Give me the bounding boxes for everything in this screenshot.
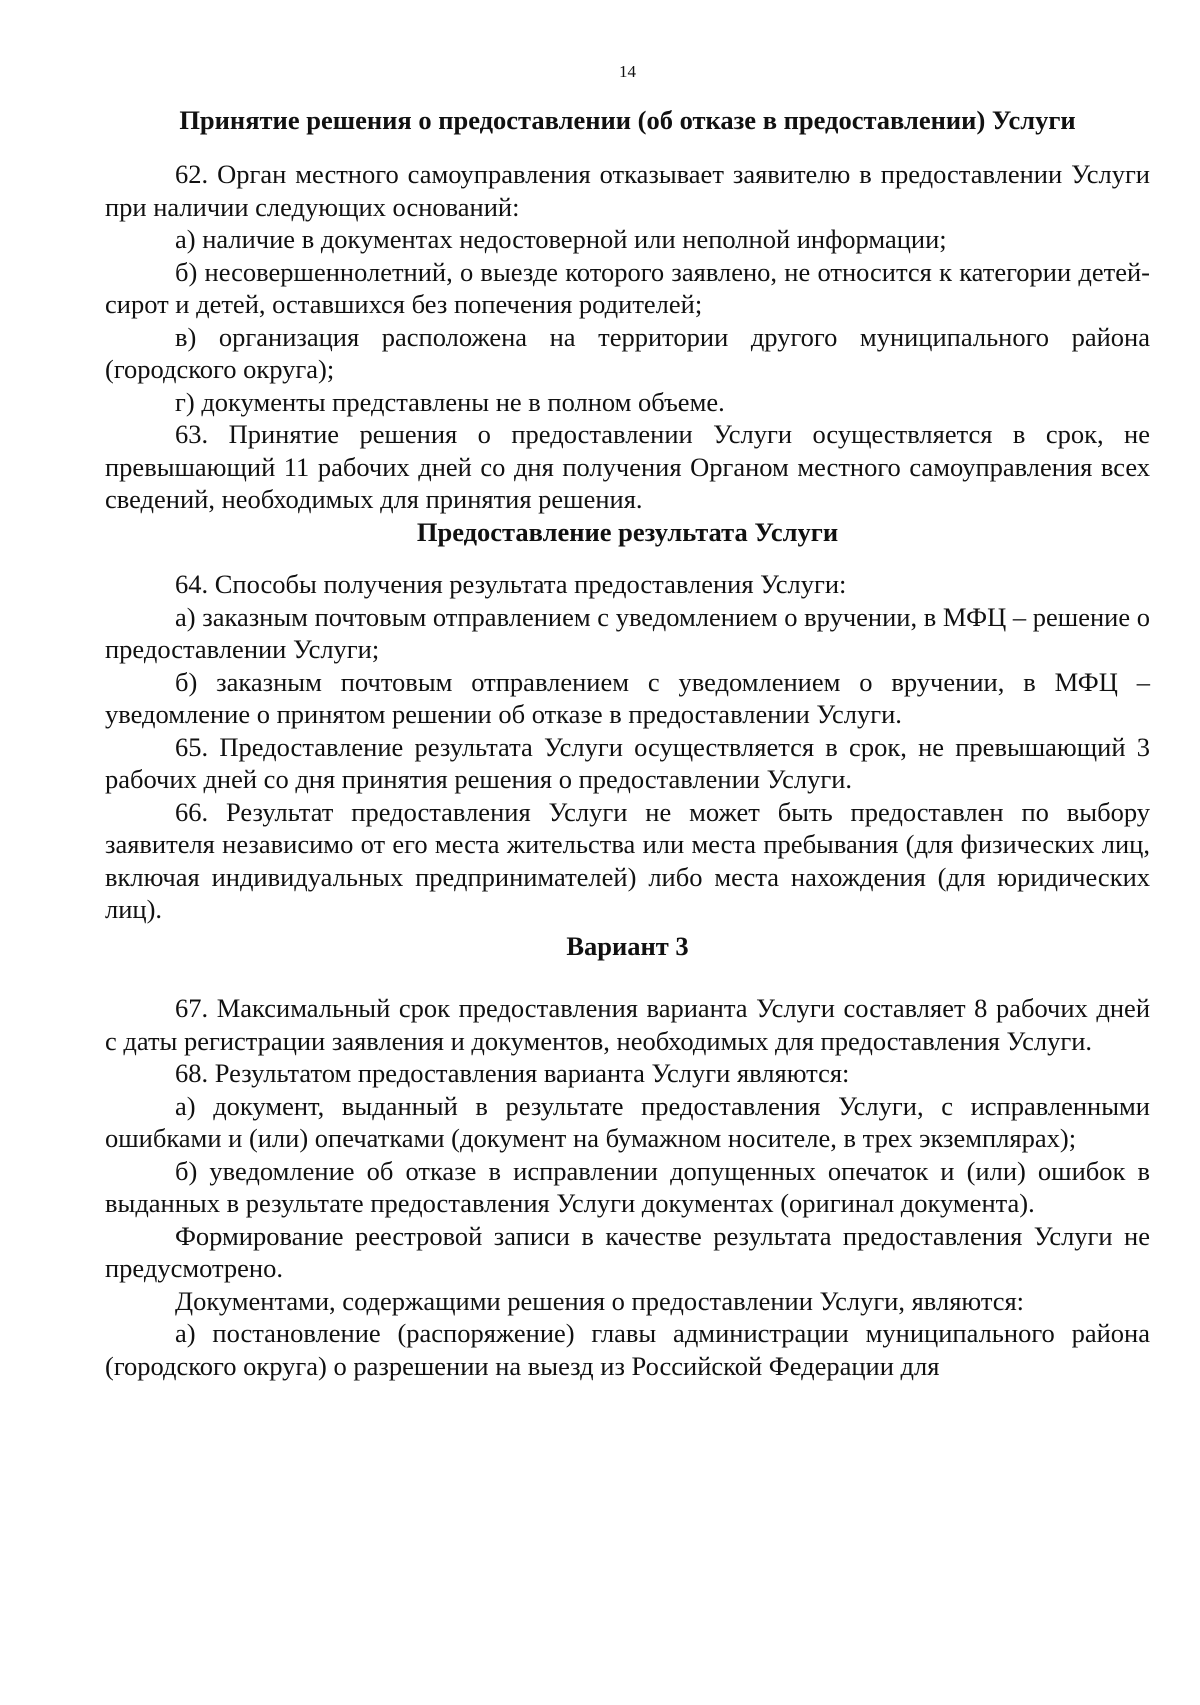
document-page — [105, 0, 1150, 1705]
paragraph-65: 65. Предоставление результата Услуги осуществляется в срок, не превышающий 3 рабочих дней со дня принятия решения о предоставлении Услуги. — [105, 731, 1150, 794]
section-heading-variant-3: Вариант 3 — [566, 931, 689, 961]
section-heading-result: Предоставление результата Услуги — [416, 517, 839, 547]
section-body-decision — [105, 158, 1150, 516]
paragraph-62-g: г) документы представлены не в полном объеме. — [175, 386, 725, 417]
paragraph-62-a: а) наличие в документах недостоверной или неполной информации; — [175, 224, 947, 254]
paragraph-registry-record: Формирование реестровой записи в качестве результата предоставления Услуги не предусмотрено. — [105, 1220, 1150, 1283]
paragraph-68-b: б) уведомление об отказе в исправлении допущенных опечаток и (или) ошибок в выданных в результате предоставления Услуги документах (оригинал документа). — [105, 1155, 1150, 1218]
paragraph-decision-documents: Документами, содержащими решения о предоставлении Услуги, являются: — [175, 1285, 1025, 1316]
paragraph-66: 66. Результат предоставления Услуги не может быть предоставлен по выбору заявителя независимо от его места жительства или места пребывания (для физических лиц, включая индивидуальных предпринимателей) либо места нахождения (для юридических лиц). — [105, 796, 1150, 924]
paragraph-64-b: б) заказным почтовым отправлением с уведомлением о вручении, в МФЦ – уведомление о принятом решении об отказе в предоставлении Услуги. — [105, 666, 1150, 729]
section-body-variant-3 — [105, 992, 1150, 1382]
paragraph-64-a: а) заказным почтовым отправлением с уведомлением о вручении, в МФЦ – решение о предоставлении Услуги; — [105, 601, 1150, 664]
paragraph-68: 68. Результатом предоставления варианта Услуги являются: — [175, 1058, 850, 1088]
page-number: 14 — [619, 62, 636, 81]
paragraph-62-b: б) несовершеннолетний, о выезде которого заявлено, не относится к категории детей-сирот и детей, оставшихся без попечения родителей; — [105, 256, 1150, 319]
section-body-result — [105, 568, 1150, 926]
paragraph-64: 64. Способы получения результата предоставления Услуги: — [175, 569, 847, 599]
paragraph-62-v: в) организация расположена на территории другого муниципального района (городского округа); — [105, 321, 1150, 384]
section-heading-decision: Принятие решения о предоставлении (об отказе в предоставлении) Услуги — [179, 105, 1076, 135]
paragraph-68-a: а) документ, выданный в результате предоставления Услуги, с исправленными ошибками и (или) опечатками (документ на бумажном носителе, в трех экземплярах); — [105, 1090, 1150, 1153]
paragraph-decision-documents-a: а) постановление (распоряжение) главы администрации муниципального района (городского округа) о разрешении на выезд из Российской Федерации для — [105, 1318, 1150, 1381]
paragraph-62: 62. Орган местного самоуправления отказывает заявителю в предоставлении Услуги при наличии следующих оснований: — [105, 159, 1150, 222]
paragraph-63: 63. Принятие решения о предоставлении Услуги осуществляется в срок, не превышающий 11 рабочих дней со дня получения Органом местного самоуправления всех сведений, необходимых для принятия решения. — [105, 419, 1150, 514]
paragraph-67: 67. Максимальный срок предоставления варианта Услуги составляет 8 рабочих дней с даты регистрации заявления и документов, необходимых для предоставления Услуги. — [105, 993, 1150, 1056]
